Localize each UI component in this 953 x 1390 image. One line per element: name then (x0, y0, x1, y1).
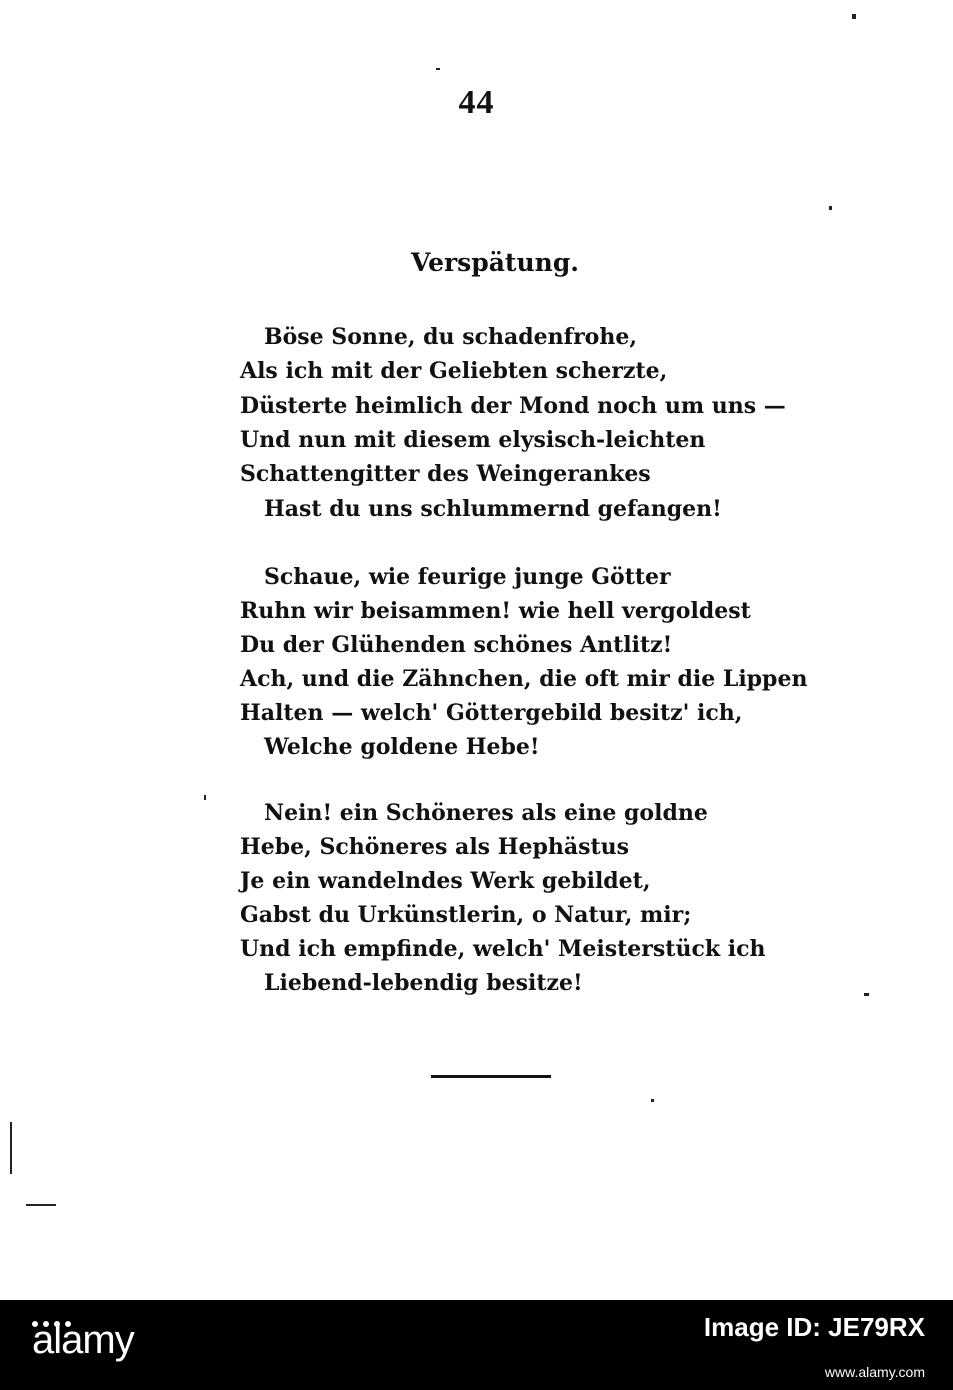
poem-line: Hast du uns schlummernd gefangen! (264, 496, 722, 522)
poem-line: Gabst du Urkünstlerin, o Natur, mir; (240, 902, 692, 928)
alamy-logo: alamy (32, 1318, 134, 1362)
poem-line: Welche goldene Hebe! (264, 734, 540, 760)
scan-speck (436, 68, 440, 70)
margin-mark (26, 1204, 56, 1206)
end-rule (431, 1075, 551, 1078)
poem-line: Und ich empfinde, welch' Meisterstück ich (240, 936, 766, 962)
poem-line: Je ein wandelndes Werk gebildet, (240, 868, 651, 894)
poem-line: Halten — welch' Göttergebild besitz' ich, (240, 700, 743, 726)
poem-line: Hebe, Schöneres als Hephästus (240, 834, 630, 860)
poem-title: Verspätung. (410, 248, 580, 277)
poem-line: Und nun mit diesem elysisch-leichten (240, 427, 706, 453)
image-id-text: Image ID: JE79RX (703, 1312, 925, 1342)
watermark-url: www.alamy.com (824, 1364, 925, 1380)
margin-line (10, 1122, 12, 1174)
poem-line: Als ich mit der Geliebten scherzte, (240, 358, 668, 384)
page-number: 44 (458, 84, 495, 121)
poem-line: Schattengitter des Weingerankes (240, 461, 651, 487)
scan-speck (864, 993, 869, 996)
poem-line: Ruhn wir beisammen! wie hell vergoldest (240, 598, 751, 624)
poem-line: Böse Sonne, du schadenfrohe, (264, 324, 638, 350)
scan-speck (204, 795, 206, 800)
poem-line: Düsterte heimlich der Mond noch um uns — (240, 393, 786, 419)
poem-line: Ach, und die Zähnchen, die oft mir die Lippen (240, 666, 808, 692)
scan-speck (651, 1099, 654, 1102)
image-id (704, 1312, 925, 1343)
poem-line: Nein! ein Schöneres als eine goldne (264, 800, 708, 826)
poem-line: Schaue, wie feurige junge Götter (264, 564, 671, 590)
poem-line: Liebend-lebendig besitze! (264, 970, 583, 996)
scan-speck (852, 14, 856, 19)
poem-line: Du der Glühenden schönes Antlitz! (240, 632, 673, 658)
scan-speck (829, 206, 832, 210)
